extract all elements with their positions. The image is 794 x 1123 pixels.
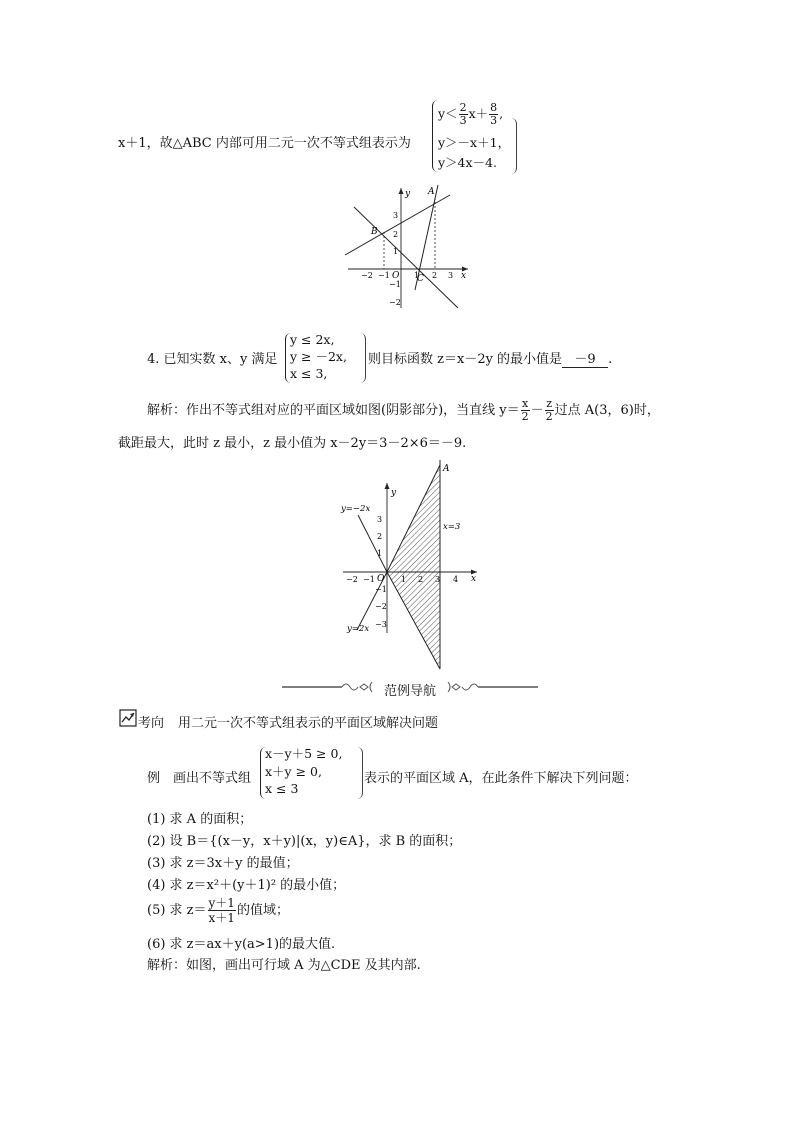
tick-x-1: 1 (414, 271, 420, 280)
problem-3: (3) 求 z＝3x＋y 的最值； (147, 856, 299, 871)
example-suffix: 表示的平面区域 A，在此条件下解决下列问题： (364, 771, 638, 786)
system-brace-q4-right (359, 333, 366, 383)
figure-triangle-abc (340, 180, 480, 315)
tick-y-1: 1 (393, 247, 399, 256)
label-o: O (392, 271, 400, 281)
system-q4-row-1: y ≤ 2x, (290, 332, 335, 347)
label-a2: A (443, 464, 450, 474)
fraction: $\frac{y+1}{x+1}$ (208, 896, 235, 925)
intro-text: x＋1，故△ABC 内部可用二元一次不等式组表示为 (118, 136, 411, 151)
tick2-x-4: 4 (453, 575, 459, 584)
kaoxiang-label: 考向 (138, 716, 165, 731)
label-c: C (417, 274, 424, 284)
tick-y-3: 3 (393, 211, 399, 220)
tick2-x-1: 1 (401, 575, 407, 584)
system-1 (438, 102, 510, 173)
system-brace-1-right (510, 118, 517, 174)
fraction: $\frac{z}{2}$ (545, 397, 553, 423)
fraction: $\frac{x}{2}$ (521, 397, 529, 423)
tick2-y-2: 2 (377, 532, 383, 541)
problem-6: (6) 求 z＝ax＋y(a>1)的最大值. (147, 937, 336, 952)
solution1-line1: 解析：作出不等式组对应的平面区域如图(阴影部分)，当直线 y＝ $\frac{x}{2}$ － $\frac{z}{2}$ 过点 A(3，6)时， (147, 397, 660, 423)
tick2-y--3: −3 (375, 620, 387, 629)
system-brace-example-right (356, 747, 363, 799)
tick2-x-2: 2 (418, 575, 424, 584)
tick2-x--1: −1 (363, 575, 375, 584)
q4-suffix: 则目标函数 z＝x－2y 的最小值是 －9 . (368, 348, 612, 368)
problem-4: (4) 求 z＝x²＋(y＋1)² 的最小值； (147, 878, 346, 893)
problem-5: (5) 求 z＝ $\frac{y+1}{x+1}$ 的值域； (147, 896, 289, 925)
kaoxiang-heading (138, 712, 438, 731)
tick-y-2: 2 (393, 230, 399, 239)
label-b: B (371, 227, 378, 237)
q4-answer-blank: －9 (562, 348, 608, 368)
trend-icon (119, 709, 137, 727)
kaoxiang-title: 用二元一次不等式组表示的平面区域解决问题 (178, 716, 439, 731)
system-1-row-2: y＞－x＋1， (438, 135, 511, 150)
tick2-y-3: 3 (377, 515, 383, 524)
system-q4-row-2: y ≥ －2x, (290, 349, 347, 364)
tick2-x--2: −2 (346, 575, 358, 584)
figure-shaded-region (335, 455, 485, 675)
label-y2: y (391, 488, 397, 498)
label-x: x (461, 271, 467, 281)
section-banner-title: 范例导航 (384, 684, 437, 699)
tick-x--2: −2 (361, 271, 373, 280)
problem-2: (2) 设 B＝{(x－y，x＋y)|(x，y)∈A}，求 B 的面积； (147, 834, 462, 849)
system-q4-row-3: x ≤ 3, (290, 366, 328, 381)
label-a: A (428, 187, 435, 197)
label-line-top: y=−2x (341, 504, 371, 514)
label-line-bottom: y=2x (347, 624, 370, 634)
system-example (265, 745, 342, 798)
tick-y--2: −2 (389, 298, 401, 307)
system-example-row-1: x－y＋5 ≥ 0, (265, 746, 343, 761)
tick-y--1: −1 (389, 280, 401, 289)
fraction: $\frac{2}{3}$ (459, 101, 467, 127)
example-prefix: 例 画出不等式组 (147, 771, 252, 786)
system-q4 (290, 331, 347, 382)
final-solution: 解析：如图，画出可行域 A 为△CDE 及其内部. (147, 958, 421, 973)
label-y: y (405, 189, 411, 199)
tick2-y--1: −1 (375, 585, 387, 594)
system-example-row-3: x ≤ 3 (265, 781, 299, 796)
label-x3: x=3 (443, 522, 461, 532)
problem-1: (1) 求 A 的面积； (147, 812, 253, 827)
tick-x-3: 3 (448, 271, 454, 280)
system-1-row-1: y＜ $\frac{2}{3}$ x＋ $\frac{8}{3}$ , (438, 101, 504, 127)
label-o2: O (377, 574, 385, 584)
label-x2: x (471, 574, 477, 584)
system-example-row-2: x＋y ≥ 0, (265, 763, 322, 779)
tick2-y-1: 1 (377, 549, 383, 558)
tick2-y--2: −2 (375, 602, 387, 611)
tick-x--1: −1 (378, 271, 390, 280)
q4-prefix: 4. 已知实数 x、y 满足 (147, 352, 278, 367)
tick-x-2: 2 (432, 271, 438, 280)
fraction: $\frac{8}{3}$ (490, 101, 498, 127)
tick2-x-3: 3 (435, 575, 441, 584)
system-1-row-3: y＞4x－4. (438, 155, 497, 170)
solution1-line2: 截距最大，此时 z 最小，z 最小值为 x－2y＝3－2×6＝－9. (118, 436, 467, 451)
